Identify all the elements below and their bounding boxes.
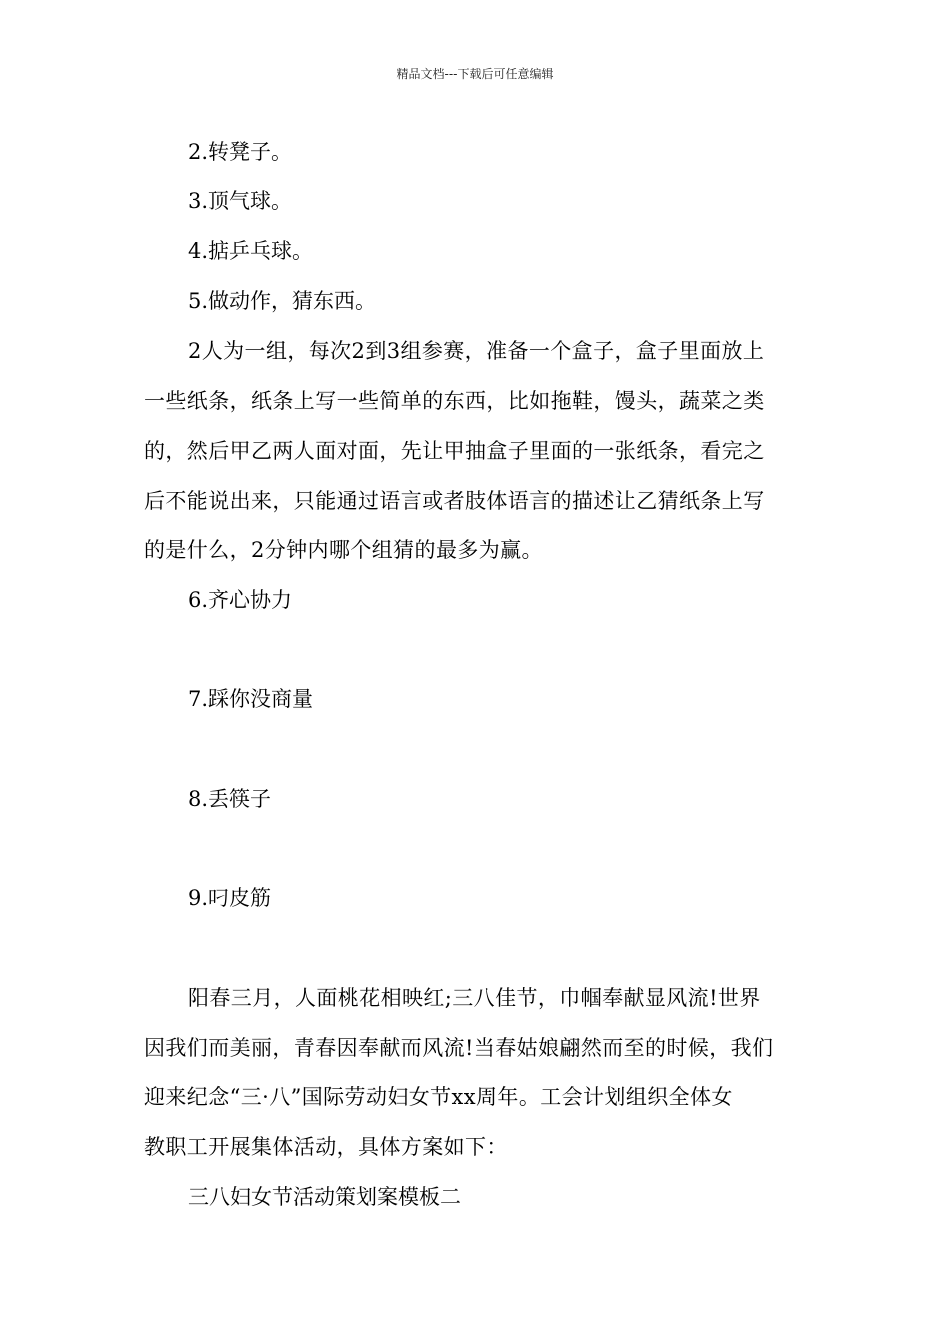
list-item-4: 4.掂乒乓球。 [188,239,314,263]
list-item-9: 9.叼皮筋 [188,886,272,910]
paragraph-line: 2人为一组，每次2到3组参赛，准备一个盒子，盒子里面放上 [188,339,765,363]
paragraph-line: 迎来纪念“三·八”国际劳动妇女节xx周年。工会计划组织全体女 [144,1085,733,1109]
paragraph-line: 的，然后甲乙两人面对面，先让甲抽盒子里面的一张纸条，看完之 [144,439,765,463]
page-header: 精品文档---下载后可任意编辑 [396,67,554,81]
list-item-6: 6.齐心协力 [188,588,293,612]
list-item-5: 5.做动作，猜东西。 [188,289,377,313]
paragraph-line: 的是什么，2分钟内哪个组猜的最多为赢。 [144,538,543,562]
list-item-8: 8.丢筷子 [188,787,272,811]
paragraph-line: 后不能说出来，只能通过语言或者肢体语言的描述让乙猜纸条上写 [144,489,765,513]
paragraph-line: 阳春三月，人面桃花相映红;三八佳节，巾帼奉献显风流!世界 [188,986,761,1010]
paragraph-line: 一些纸条，纸条上写一些简单的东西，比如拖鞋，馒头，蔬菜之类 [144,389,765,413]
paragraph-line: 教职工开展集体活动，具体方案如下： [144,1135,508,1159]
section-title: 三八妇女节活动策划案模板二 [188,1185,461,1209]
list-item-7: 7.踩你没商量 [188,687,314,711]
list-item-3: 3.顶气球。 [188,189,293,213]
paragraph-line: 因我们而美丽，青春因奉献而风流!当春姑娘翩然而至的时候，我们 [144,1036,774,1060]
list-item-2: 2.转凳子。 [188,140,293,164]
